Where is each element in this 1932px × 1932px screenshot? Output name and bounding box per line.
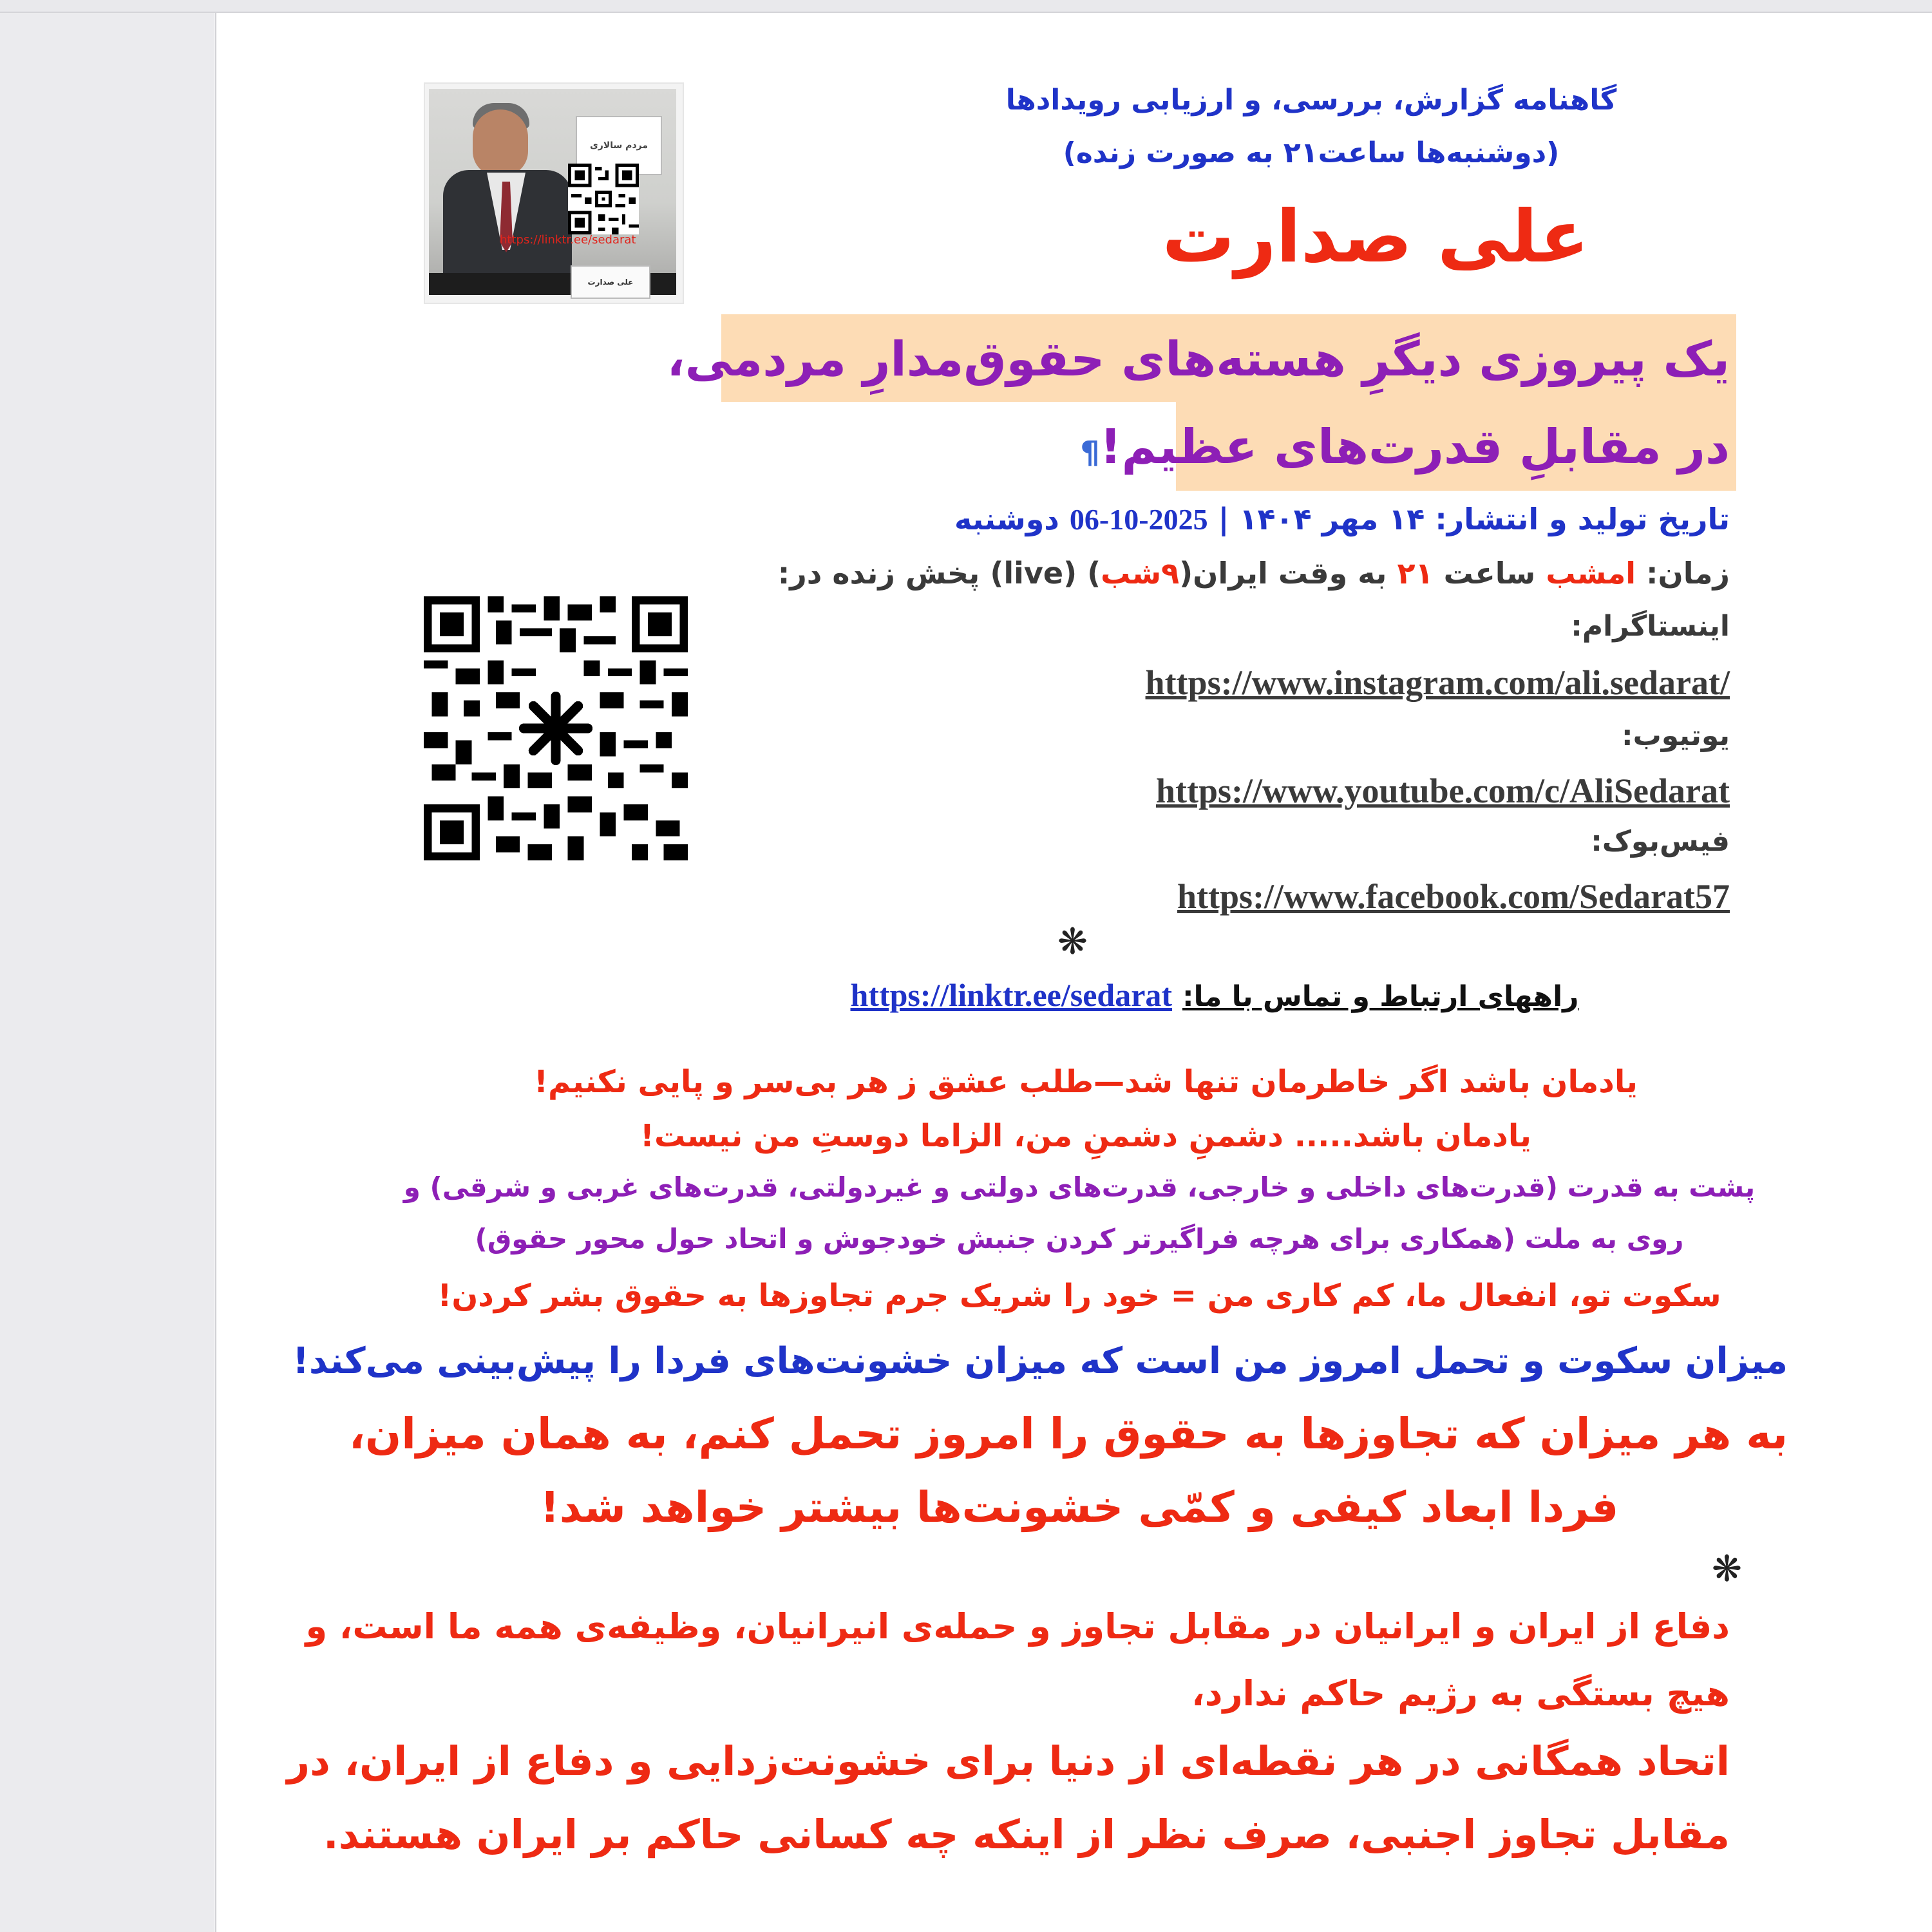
series-line: گاهنامه گزارش، بررسی، و ارزیابی رویدادها <box>1005 84 1617 117</box>
time-label: زمان: <box>1646 556 1730 591</box>
asterisk-separator-icon: ❋ <box>1057 921 1088 963</box>
youtube-label: یوتیوب: <box>1622 719 1730 752</box>
photo-url-overlay: https://linktr.ee/sedarat <box>500 233 636 247</box>
tolerance-line: میزان سکوت و تحمل امروز من است که میزان خشونت‌های فردا را پیش‌بینی می‌کند! <box>292 1340 1788 1382</box>
date-separator: | <box>1218 502 1229 536</box>
facebook-label: فیس‌بوک: <box>1591 825 1730 858</box>
linktree-link[interactable]: https://linktr.ee/sedarat <box>850 977 1173 1013</box>
instagram-link-row <box>796 657 1730 708</box>
qr-code-icon <box>568 164 639 234</box>
name-card: علی صدارت <box>571 265 650 299</box>
facebook-link-row <box>796 871 1730 922</box>
schedule-line: (دوشنبه‌ها ساعت۲۱ به صورت زنده) <box>1063 137 1560 169</box>
qr-code-icon <box>424 596 688 860</box>
person-head <box>473 109 528 176</box>
contact-label: راههای ارتباط و تماس با ما: <box>1182 980 1579 1013</box>
author-name: علی صدارت <box>1162 195 1589 279</box>
timezone-text: به وقت ایران( <box>1179 556 1387 591</box>
purple-line-2: روی به ملت (همکاری برای هرچه فراگیرتر کردن جنبش خودجوش و اتحاد حول محور حقوق) <box>475 1223 1684 1255</box>
hour-value: ۲۱ <box>1397 556 1434 591</box>
defense-line-4: مقابل تجاوز اجنبی، صرف نظر از اینکه چه کسانی حاکم بر ایران هستند. <box>323 1811 1730 1858</box>
facebook-link[interactable]: https://www.facebook.com/Sedarat57 <box>1177 877 1730 916</box>
defense-line-2: هیچ بستگی به رژیم حاکم ندارد، <box>1191 1673 1730 1714</box>
gregorian-date: 2025-10-06 <box>1069 503 1208 536</box>
persian-date: ۱۴ مهر ۱۴۰۴ <box>1239 502 1425 536</box>
instagram-link[interactable]: https://www.instagram.com/ali.sedarat/ <box>1145 663 1730 702</box>
date-line <box>860 493 1730 545</box>
title-line-1: یک پیروزی دیگرِ هسته‌های حقوق‌مدارِ مردمی، <box>667 332 1730 387</box>
purple-line-1: پشت به قدرت (قدرت‌های داخلی و خارجی، قدرت‌های دولتی و غیردولتی، قدرت‌های غربی و شرقی) و <box>403 1171 1756 1203</box>
poem-line-2: یادمان باشد..... دشمنِ دشمنِ من، الزاما دوستِ من نیست! <box>640 1118 1531 1154</box>
photo-sign: مردم سالاری <box>576 116 662 175</box>
big-line-2: فردا ابعاد کیفی و کمّی خشونت‌ها بیشتر خواهد شد! <box>540 1482 1619 1532</box>
weekday: دوشنبه <box>954 502 1059 536</box>
viewer-top-bar <box>0 0 1932 13</box>
date-label: تاریخ تولید و انتشار: <box>1435 502 1730 536</box>
poem-line-1: یادمان باشد اگر خاطرمان تنها شد—طلب عشق ز هر بی‌سر و پایی نکنیم! <box>534 1064 1638 1100</box>
youtube-link-row <box>796 765 1730 817</box>
youtube-link[interactable]: https://www.youtube.com/c/AliSedarat <box>1156 772 1730 810</box>
title-line-2-text: در مقابلِ قدرت‌های عظیم! <box>1099 419 1730 475</box>
asterisk-separator-icon: ❋ <box>1712 1548 1742 1590</box>
live-text: ) (live) پخش زنده در: <box>777 556 1101 591</box>
title-line-2 <box>1080 408 1730 491</box>
big-line-1: به هر میزان که تجاوزها به حقوق را امروز تحمل کنم، به همان میزان، <box>348 1409 1788 1459</box>
contact-row <box>667 966 1762 1026</box>
silence-line: سکوت تو، انفعال ما، کم کاری من = خود را شریک جرم تجاوزها به حقوق بشر کردن! <box>437 1278 1721 1314</box>
pilcrow-mark: ¶ <box>1080 435 1100 471</box>
document-page <box>215 13 1932 1932</box>
time-line <box>777 547 1730 599</box>
defense-line-3: اتحاد همگانی در هر نقطه‌ای از دنیا برای خشونت‌زدایی و دفاع از ایران، در <box>287 1738 1730 1785</box>
night-time: ۹شب <box>1101 556 1180 591</box>
viewer-sidebar <box>0 13 214 1932</box>
instagram-label: اینستاگرام: <box>1571 610 1730 643</box>
defense-line-1: دفاع از ایران و ایرانیان در مقابل تجاوز و حمله‌ی انیرانیان، وظیفه‌ی همه ما است، و <box>305 1606 1730 1647</box>
tonight-word: امشب <box>1546 556 1636 591</box>
hour-word: ساعت <box>1443 556 1536 591</box>
